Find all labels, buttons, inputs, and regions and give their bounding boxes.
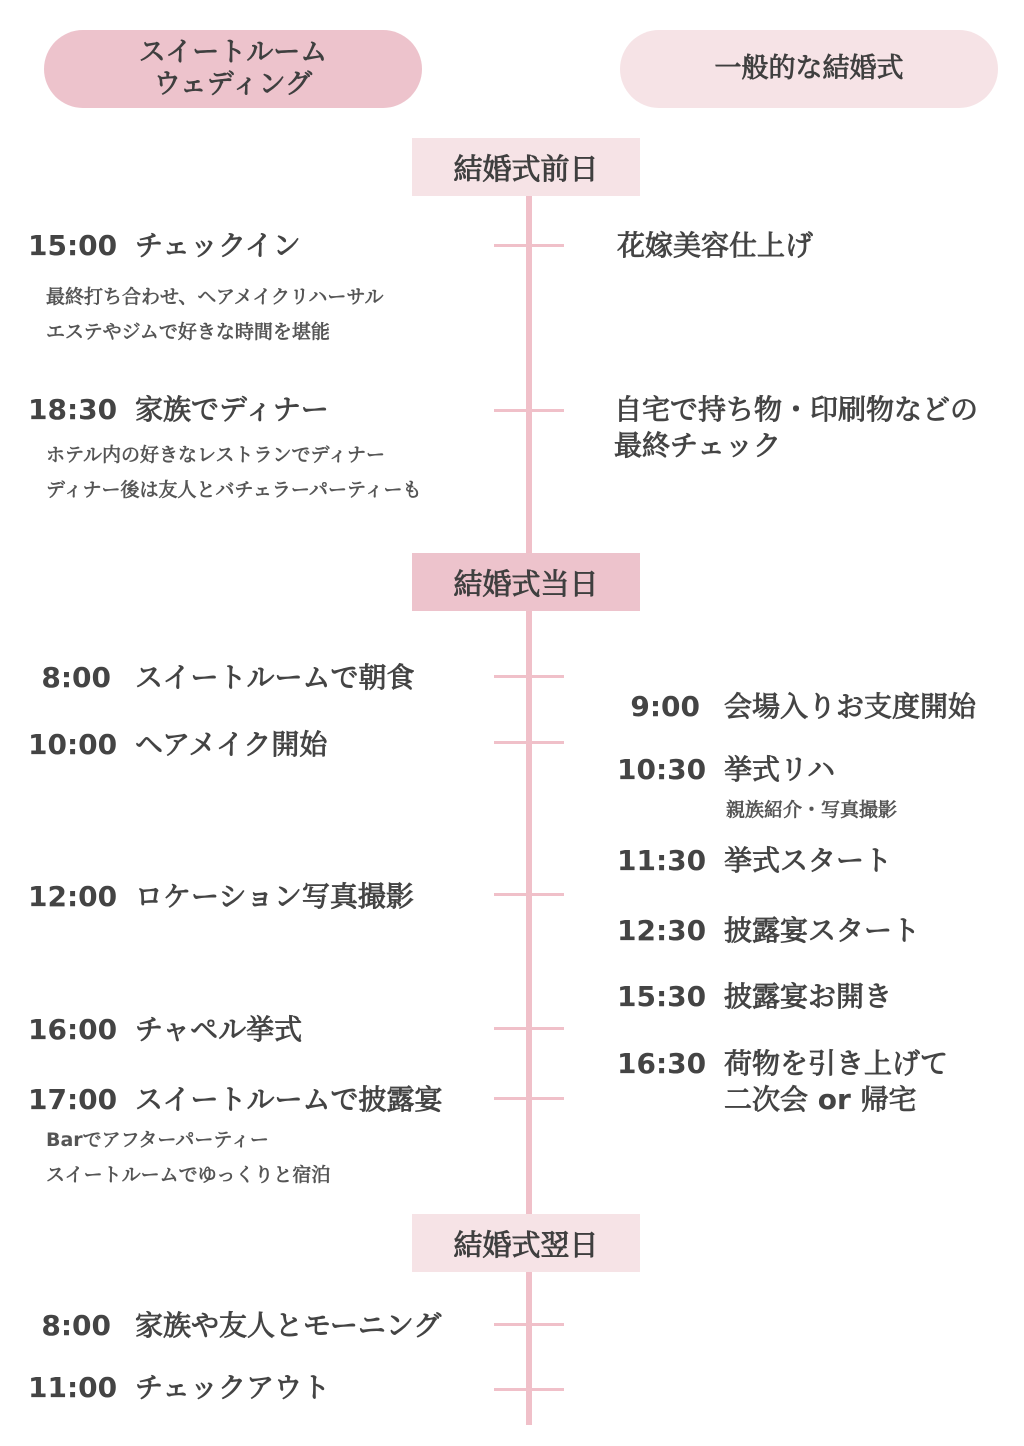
suite-event-chapel-ceremony [28, 1012, 302, 1048]
event-label: ロケーション写真撮影 [135, 880, 414, 913]
event-note: 最終打ち合わせ、ヘアメイクリハーサル [46, 286, 384, 308]
event-label-group [724, 1046, 948, 1118]
event-note: ディナー後は友人とバチェラーパーティーも [46, 479, 422, 501]
general-event-ceremony-rehearsal [617, 752, 835, 788]
event-label: 家族や友人とモーニング [135, 1309, 442, 1342]
suite-event-family-dinner [28, 392, 329, 428]
suite-event-reception [28, 1082, 442, 1118]
event-label: チェックイン [135, 229, 301, 262]
event-label-line2: 二次会 or 帰宅 [724, 1083, 917, 1116]
event-time: 15:30 [617, 980, 707, 1013]
event-label: ヘアメイク開始 [135, 728, 328, 761]
suite-event-morning [28, 1308, 441, 1344]
event-label: 会場入りお支度開始 [724, 690, 977, 723]
event-time: 15:00 [28, 229, 118, 262]
timeline-tick [494, 1388, 564, 1391]
event-time: 8:00 [41, 661, 111, 694]
general-event-leave [617, 1046, 948, 1118]
event-time: 8:00 [41, 1309, 111, 1342]
event-note: エステやジムで好きな時間を堪能 [46, 321, 330, 343]
event-time: 10:30 [617, 753, 707, 786]
event-label: 家族でディナー [135, 393, 329, 426]
event-time: 16:30 [617, 1047, 707, 1080]
timeline-tick [494, 409, 564, 412]
suite-wedding-title-line2: ウェディング [153, 69, 313, 100]
event-note: スイートルームでゆっくりと宿泊 [46, 1164, 331, 1186]
event-label: 披露宴スタート [724, 914, 921, 947]
event-time: 12:30 [617, 914, 707, 947]
suite-event-checkout [28, 1370, 330, 1406]
suite-wedding-title-line1: スイートルーム [138, 37, 328, 68]
timeline-tick [494, 893, 564, 896]
suite-event-breakfast [28, 660, 414, 696]
event-label: チャペル挙式 [135, 1013, 303, 1046]
general-wedding-header [620, 30, 998, 108]
event-time: 12:00 [28, 880, 118, 913]
section-wedding-day: 結婚式当日 [412, 553, 640, 611]
suite-event-location-photo [28, 879, 414, 915]
section-day-before: 結婚式前日 [412, 138, 640, 196]
section-day-after: 結婚式翌日 [412, 1214, 640, 1272]
general-event-ceremony-rehearsal-note [726, 793, 897, 828]
event-label: スイートルームで披露宴 [135, 1083, 443, 1116]
timeline-tick [494, 1323, 564, 1326]
general-event-reception-end [617, 979, 892, 1015]
suite-event-checkin [28, 228, 301, 264]
event-label: 荷物を引き上げて [724, 1047, 949, 1080]
event-label-line2: 最終チェック [614, 429, 782, 462]
event-time: 17:00 [28, 1083, 118, 1116]
general-event-final-check [614, 392, 978, 464]
event-label: チェックアウト [135, 1371, 331, 1404]
event-label: 挙式リハ [724, 753, 836, 786]
suite-event-family-dinner-notes [46, 438, 421, 508]
general-wedding-title: 一般的な結婚式 [714, 53, 904, 84]
suite-event-hair-makeup [28, 727, 327, 763]
event-label: 自宅で持ち物・印刷物などの [614, 393, 979, 426]
suite-event-reception-notes [46, 1123, 330, 1193]
event-time: 10:00 [28, 728, 118, 761]
timeline-tick [494, 244, 564, 247]
suite-wedding-header [44, 30, 422, 108]
event-label: 花嫁美容仕上げ [617, 229, 814, 262]
timeline-tick [494, 741, 564, 744]
event-note: ホテル内の好きなレストランでディナー [46, 444, 385, 466]
event-time: 11:30 [617, 844, 707, 877]
event-time: 9:00 [630, 690, 700, 723]
event-note: 親族紹介・写真撮影 [726, 799, 898, 821]
timeline-tick [494, 675, 564, 678]
suite-event-checkin-notes [46, 280, 383, 350]
general-event-ceremony-start [617, 843, 892, 879]
event-time: 16:00 [28, 1013, 118, 1046]
event-label: 挙式スタート [724, 844, 893, 877]
event-time: 11:00 [28, 1371, 118, 1404]
timeline-tick [494, 1027, 564, 1030]
timeline-tick [494, 1097, 564, 1100]
general-event-bridal-beauty [617, 228, 813, 264]
event-label: 披露宴お開き [724, 980, 893, 1013]
event-label: スイートルームで朝食 [135, 661, 415, 694]
event-note: Barでアフターパーティー [46, 1129, 269, 1151]
general-event-venue-arrival [617, 689, 976, 725]
event-time: 18:30 [28, 393, 118, 426]
general-event-reception-start [617, 913, 920, 949]
